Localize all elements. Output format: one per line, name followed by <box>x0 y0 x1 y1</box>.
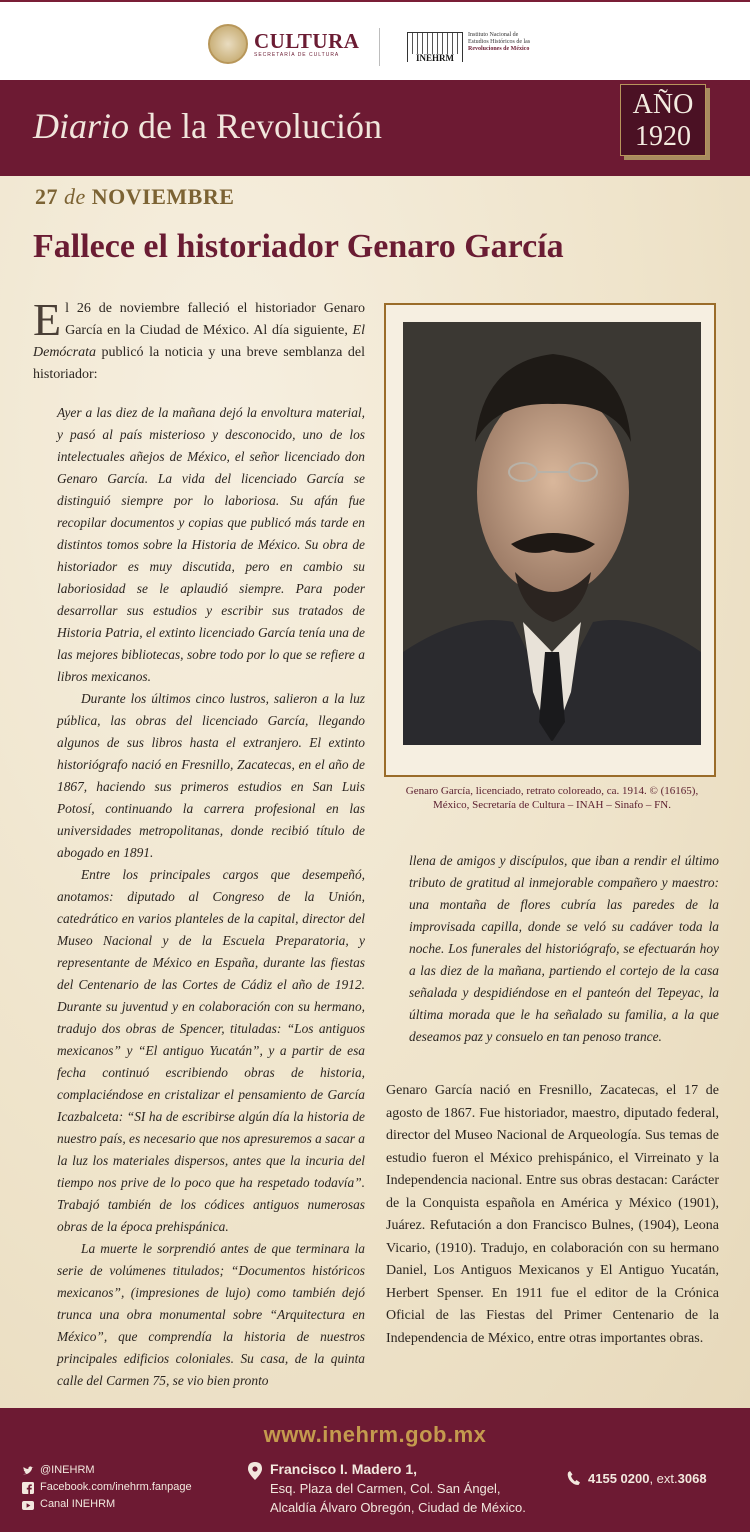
intro-text-b: publicó la noticia y una breve semblanza del historiador: <box>33 345 365 382</box>
address-line-3: Alcaldía Álvaro Obregón, Ciudad de México. <box>270 1500 526 1515</box>
caption-line-1: Genaro García, licenciado, retrato coloreado, ca. 1914. © (16165), <box>405 785 699 797</box>
article-date <box>35 184 234 210</box>
date-month: NOVIEMBRE <box>91 184 235 209</box>
cultura-subtitle: SECRETARÍA DE CULTURA <box>254 52 340 58</box>
coat-of-arms-icon <box>208 24 248 64</box>
cultura-logo[interactable] <box>208 24 359 64</box>
year-badge <box>620 84 706 156</box>
series-title <box>33 106 382 146</box>
caption-line-2: México, Secretaría de Cultura – INAH – Sinafo – FN. <box>433 799 671 811</box>
inehrm-line-3: Revoluciones de México <box>468 46 530 52</box>
inehrm-line-1: Instituto Nacional de <box>468 32 519 38</box>
twitter-link[interactable] <box>22 1462 192 1479</box>
youtube-icon <box>22 1499 34 1511</box>
phone-number: 4155 0200 <box>588 1470 650 1486</box>
date-de: de <box>64 184 86 209</box>
intro-paragraph <box>33 294 365 386</box>
quote-paragraph-3: Entre los principales cargos que desempeñó, anotamos: diputado al Congreso de la Unión, catedrático en varios planteles de la capital, director del Museo Nacional y de la Escuela Preparatoria, y representante de México en España, durante las fiestas del Centenario de las Cortes de Cádiz el año de 1912. Durante su juventud y en colaboración con su hermano, tradujo dos obras de Spencer, tituladas: “Los antiguos mexicanos” y “El antiguo Yucatán”, y a partir de esa fecha continuó escribiendo obras de historia, complaciéndose en cristalizar el pensamiento de García Icazbalceta: “SI ha de escribirse algún día la historia de nuestro país, es necesario que nos apresuremos a sacar a la luz los materiales dispersos, antes que la incuria del tiempo nos prive de lo poco que ha respetado todavía”. Trabajó también de los códices antiguos numerosas obras de la época prehispánica. <box>57 867 365 1234</box>
twitter-handle: @INEHRM <box>40 1464 95 1476</box>
twitter-icon <box>22 1465 34 1477</box>
year-label: AÑO <box>632 89 694 120</box>
address-street: Francisco I. Madero 1, <box>270 1461 418 1477</box>
series-title-italic: Diario <box>33 106 130 146</box>
series-title-rest: de la Revolución <box>129 106 382 146</box>
phone-icon <box>567 1470 581 1486</box>
facebook-icon <box>22 1482 34 1494</box>
social-links <box>22 1462 192 1513</box>
intro-text-a: l 26 de noviembre falleció el historiador Genaro García en la Ciudad de México. Al día siguiente, <box>65 301 365 338</box>
date-day: 27 <box>35 184 58 209</box>
quote-paragraph-5: llena de amigos y discípulos, que iban a rendir el último tributo de gratitud al inmejorable compañero y maestro: una montaña de flores cubría las paredes de la improvisada capilla, donde se veló su cadáver toda la noche. Los funerales del historiógrafo, se efectuarán hoy a las diez de la mañana, partiendo el cortejo de la casa señalada y despidiéndose en el panteón del Tepeyac, la última morada que le ha señalado su familia, a la que deseamos paz y consuelo en tan penoso trance. <box>409 853 719 1044</box>
address-line-2: Esq. Plaza del Carmen, Col. San Ángel, <box>270 1481 501 1496</box>
address-block <box>250 1460 526 1517</box>
quote-paragraph-4: La muerte le sorprendió antes de que terminara la serie de volúmenes titulados; “Documentos históricos mexicanos”, (impresiones de lujo) como también dejó trunca una obra monumental sobre “Arquitectura en México”, que comprendía la historia de nuestros principales edificios coloniales. Su casa, de la quinta calle del Carmen 75, se vio bien pronto <box>57 1241 365 1388</box>
location-pin-icon <box>248 1462 262 1480</box>
drop-cap: E <box>33 294 62 345</box>
phone-ext-label: , ext. <box>649 1470 678 1486</box>
year-value: 1920 <box>635 121 691 152</box>
quote-paragraph-1: Ayer a las diez de la mañana dejó la envoltura material, y pasó al país misterioso y desconocido, uno de los intelectuales añejos de México, el señor licenciado don Genaro García. La vida del licenciado García se distinguió siempre por lo laboriosa. Su afán fue recopilar documentos y copias que publicó más tarde en distintos tomos sobre la Historia de México. Su obra de historiador es muy discutida, pero en cambio su laboriosidad se le aplaudió siempre. Para poder desarrollar sus estudios y escribir sus tratados de Historia Patria, el extinto licenciado García tenía una de las mejores bibliotecas, sobre todo por lo que se refiere a libros mexicanos. <box>57 405 365 684</box>
logo-divider <box>379 28 380 66</box>
intro-publication: El Demócrata <box>33 323 365 360</box>
portrait-illustration <box>403 322 701 745</box>
inehrm-logo[interactable] <box>407 32 530 62</box>
youtube-channel: Canal INEHRM <box>40 1498 116 1510</box>
cultura-name: CULTURA <box>254 29 360 53</box>
photo-caption <box>386 784 718 812</box>
phone-contact[interactable] <box>567 1470 707 1486</box>
website-link[interactable]: www.inehrm.gob.mx <box>263 1422 487 1447</box>
inehrm-line-2: Estudios Históricos de las <box>468 39 531 45</box>
facebook-url: Facebook.com/inehrm.fanpage <box>40 1481 192 1493</box>
youtube-link[interactable] <box>22 1496 192 1513</box>
building-icon <box>407 32 463 62</box>
quote-paragraph-2: Durante los últimos cinco lustros, salieron a la luz pública, las obras del licenciado García, llegando algunos de sus libros hasta el extranjero. El extinto historiógrafo nació en Fresnillo, Zacatecas, en el año de 1867, haciendo sus primeros estudios en San Luis Potosí, continuando la carrera profesional en las universidades metropolitanas, donde recibió título de abogado en 1891. <box>57 691 365 860</box>
headline: Fallece el historiador Genaro García <box>33 228 564 265</box>
inehrm-short: INEHRM <box>408 54 462 63</box>
bio-paragraph: Genaro García nació en Fresnillo, Zacatecas, el 17 de agosto de 1867. Fue historiador, maestro, diputado federal, director del Museo Nacional de Arqueología. Sus temas de estudio fueron el México prehispánico, el Virreinato y la Independencia nacional. Entre sus obras destacan: Carácter de la Conquista española en América y México (1901), Juárez. Refutación a don Francisco Bulnes, (1904), Leona Vicario, (1910). Tradujo, en colaboración con su hermano Daniel, Los Antiguos Mexicanos y El Antiguo Yucatán, Herbert Spenser. En 1911 fue el editor de la Crónica Oficial de las Fiestas del Primer Centenario de la Independencia de México, entre otras importantes obras. <box>386 1083 719 1346</box>
phone-extension: 3068 <box>677 1470 707 1486</box>
facebook-link[interactable] <box>22 1479 192 1496</box>
portrait-photo[interactable] <box>403 322 701 745</box>
logo-bar <box>0 0 750 82</box>
